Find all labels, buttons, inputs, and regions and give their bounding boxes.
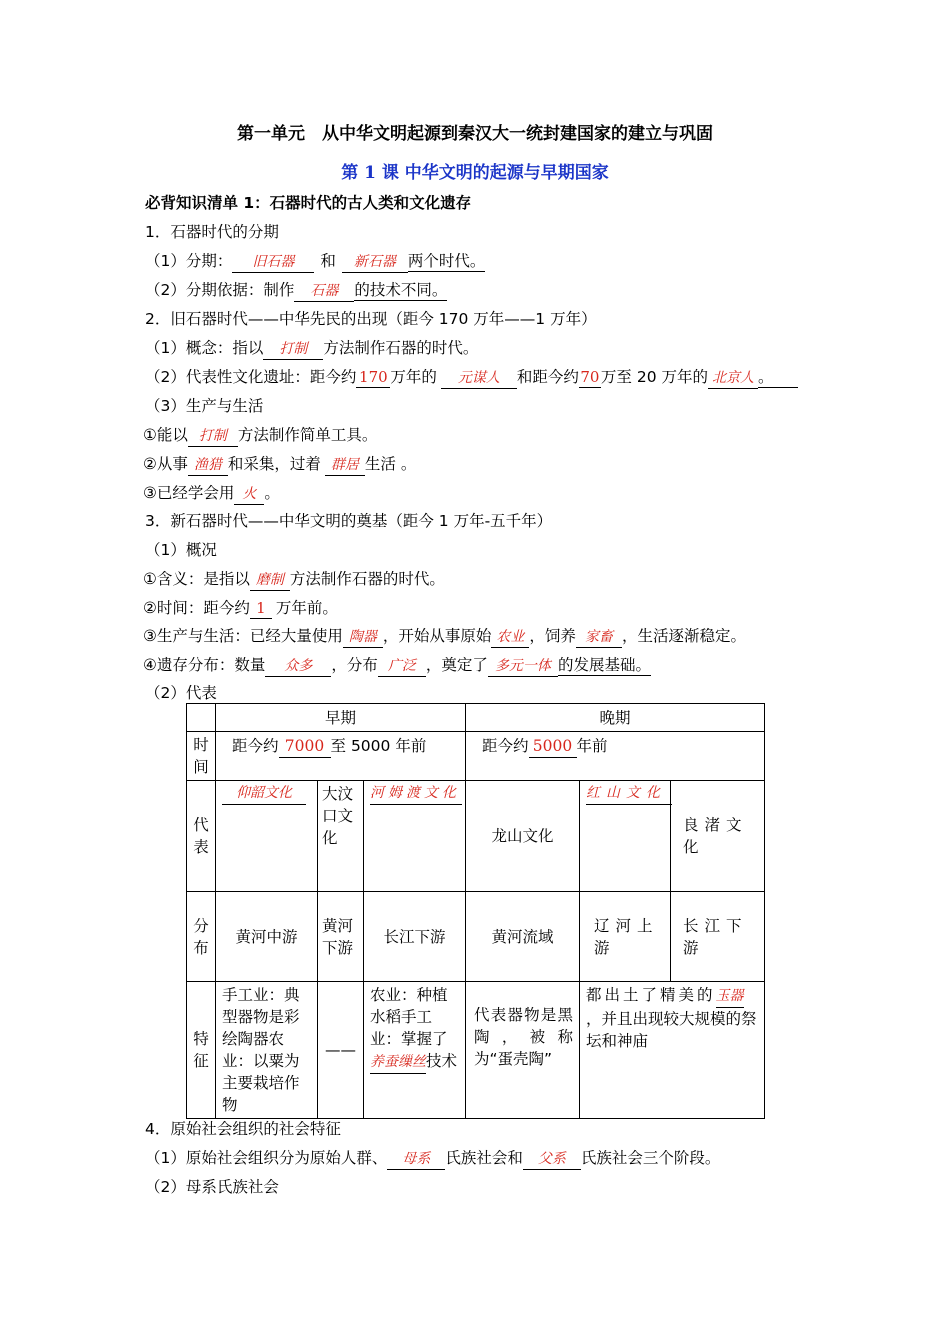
text: （1）分期： (145, 252, 233, 270)
row-label-representative: 代表 (187, 781, 216, 892)
feature-dawenkou: —— (318, 982, 364, 1119)
text: ，饲养 (529, 627, 576, 645)
text: 技术 (426, 1052, 458, 1070)
text: 万至 20 万年的 (600, 368, 708, 386)
answer-blank: 新石器 (342, 253, 408, 273)
feature-yangshao: 手工业：典型器物是彩绘陶器农业：以粟为主要栽培作物 (216, 982, 318, 1119)
line-hunting (143, 454, 416, 476)
line-sites (145, 367, 798, 389)
row-label-distribution: 分布 (187, 892, 216, 982)
text: 都出土了精美的 (586, 986, 716, 1004)
text: 距今约 (482, 737, 529, 755)
answer-blank: 多元一体 (488, 657, 558, 677)
feature-hemudu (364, 982, 466, 1119)
answer-blank: 旧石器 (232, 253, 314, 273)
answer-blank: 广泛 (378, 657, 426, 677)
answer-blank: 母系 (387, 1150, 445, 1170)
answer-blank: 5000 (529, 735, 577, 758)
row-label-time: 时间 (187, 732, 216, 781)
text: ，生活逐渐稳定。 (621, 627, 746, 645)
lesson-title: 第 1 课 中华文明的起源与早期国家 (341, 163, 609, 183)
text: 生活 。 (364, 455, 417, 473)
feature-hongshan-liangzhu (580, 982, 765, 1119)
heading-primitive-society: 4．原始社会组织的社会特征 (145, 1120, 341, 1138)
line-stages (145, 1148, 720, 1170)
text: 万年的 (390, 368, 437, 386)
text: ①含义：是指以 (143, 570, 250, 588)
dist-lower-yangtze: 长江下游 (364, 892, 466, 982)
text: 方法制作石器的时代。 (323, 339, 479, 357)
dist-middle-yellow-river: 黄河中游 (216, 892, 318, 982)
line-meaning (143, 569, 445, 591)
text: ，分布 (331, 656, 378, 674)
answer-blank: 打制 (263, 340, 323, 360)
dist-upper-liao-river: 辽河上游 (580, 892, 671, 982)
heading-stone-age-periods: 1．石器时代的分期 (145, 223, 279, 241)
text: 两个时代。 (407, 252, 486, 270)
text: ，开始从事原始 (382, 627, 492, 645)
text: ④遗存分布：数量 (143, 656, 266, 674)
section-heading: 必背知识清单 1：石器时代的古人类和文化遗存 (145, 194, 472, 212)
dist-yellow-river-basin: 黄河流域 (466, 892, 580, 982)
text: 方法制作简单工具。 (237, 426, 378, 444)
corner-cell (187, 704, 216, 732)
text: （2）分期依据：制作 (145, 281, 295, 299)
answer-blank: 玉器 (716, 985, 744, 1008)
text: 距今约 (232, 737, 279, 755)
answer-blank: 渔猎 (188, 456, 228, 476)
answer-blank: 70 (580, 368, 600, 386)
text: 和采集，过着 (227, 455, 321, 473)
unit-title: 第一单元 从中华文明起源到秦汉大一统封建国家的建立与巩固 (237, 124, 713, 144)
answer-blank: 仰韶文化 (222, 782, 306, 805)
text: ，奠定了 (425, 656, 488, 674)
text: ②从事 (143, 455, 188, 473)
line-production (143, 626, 746, 648)
rep-yangshao (216, 781, 318, 892)
answer-blank: 众多 (265, 657, 331, 677)
answer-blank: 打制 (188, 427, 238, 447)
answer-blank: 父系 (523, 1150, 581, 1170)
text: 。 (264, 484, 280, 502)
text: （2）代表性文化遗址：距今约 (145, 368, 357, 386)
time-early (216, 732, 466, 781)
answer-blank: 火 (234, 485, 264, 505)
text: （1）原始社会组织分为原始人群、 (145, 1149, 388, 1167)
answer-blank: 红山文化 (586, 782, 672, 805)
text: 年前 (576, 737, 608, 755)
text: ②时间：距今约 (143, 599, 250, 617)
text: 。 (758, 368, 798, 388)
answer-blank: 群居 (325, 456, 365, 476)
answer-blank: 170 (356, 368, 390, 388)
row-label-feature: 特征 (187, 982, 216, 1119)
answer-blank: 陶器 (343, 628, 383, 648)
answer-blank: 农业 (491, 628, 529, 648)
answer-blank: 7000 (279, 735, 331, 758)
line-tools (143, 425, 377, 447)
heading-neolithic: 3．新石器时代——中华文明的奠基（距今 1 万年-五千年） (145, 512, 553, 530)
text: 和距今约 (516, 368, 579, 386)
heading-production-life: （3）生产与生活 (145, 397, 264, 415)
rep-dawenkou: 大汶口文化 (318, 781, 364, 892)
heading-paleolithic: 2．旧石器时代——中华先民的出现（距今 170 万年——1 万年） (145, 310, 597, 328)
text: ③生产与生活：已经大量使用 (143, 627, 343, 645)
heading-matriarchal: （2）母系氏族社会 (145, 1178, 279, 1196)
rep-liangzhu: 良渚文化 (671, 781, 765, 892)
rep-hongshan (580, 781, 671, 892)
text: ③已经学会用 (143, 484, 235, 502)
answer-blank: 1 (250, 599, 272, 619)
answer-blank: 磨制 (250, 571, 290, 591)
text: ，并且出现较大规模的祭坛和神庙 (586, 1010, 757, 1050)
text: 方法制作石器的时代。 (289, 570, 445, 588)
rep-hemudu (364, 781, 466, 892)
neolithic-culture-table (186, 703, 765, 1119)
text: 氏族社会和 (445, 1149, 523, 1167)
line-concept (145, 338, 478, 360)
answer-blank: 石器 (294, 282, 354, 302)
text: 万年前。 (275, 599, 338, 617)
text: ①能以 (143, 426, 188, 444)
answer-blank: 养蚕缫丝 (370, 1051, 426, 1074)
answer-blank: 元谋人 (441, 369, 517, 389)
time-late (466, 732, 765, 781)
answer-blank: 北京人 (708, 369, 758, 389)
text: 农业：种植水稻手工业：掌握了 (370, 986, 448, 1048)
text: 的技术不同。 (354, 281, 448, 299)
line-period-basis (145, 280, 447, 302)
header-early: 早期 (216, 704, 466, 732)
text: 至 5000 年前 (330, 737, 427, 755)
header-late: 晚期 (466, 704, 765, 732)
heading-representatives: （2）代表 (145, 684, 217, 702)
answer-blank: 河姆渡文化 (370, 782, 462, 805)
text: 和 (320, 252, 336, 270)
heading-overview: （1）概况 (145, 541, 217, 559)
answer-blank: 家畜 (576, 628, 622, 648)
text: 氏族社会三个阶段。 (580, 1149, 721, 1167)
line-time (143, 598, 338, 619)
dist-lower-yangtze-liangzhu: 长江下游 (671, 892, 765, 982)
dist-lower-yellow-river: 黄河下游 (318, 892, 364, 982)
rep-longshan: 龙山文化 (466, 781, 580, 892)
line-distribution (143, 655, 651, 677)
text: （1）概念：指以 (145, 339, 264, 357)
text: 的发展基础。 (557, 656, 651, 674)
feature-longshan: 代表器物是黑陶，被称为“蛋壳陶” (466, 982, 580, 1119)
line-fire (143, 483, 280, 505)
line-periods (145, 251, 485, 273)
